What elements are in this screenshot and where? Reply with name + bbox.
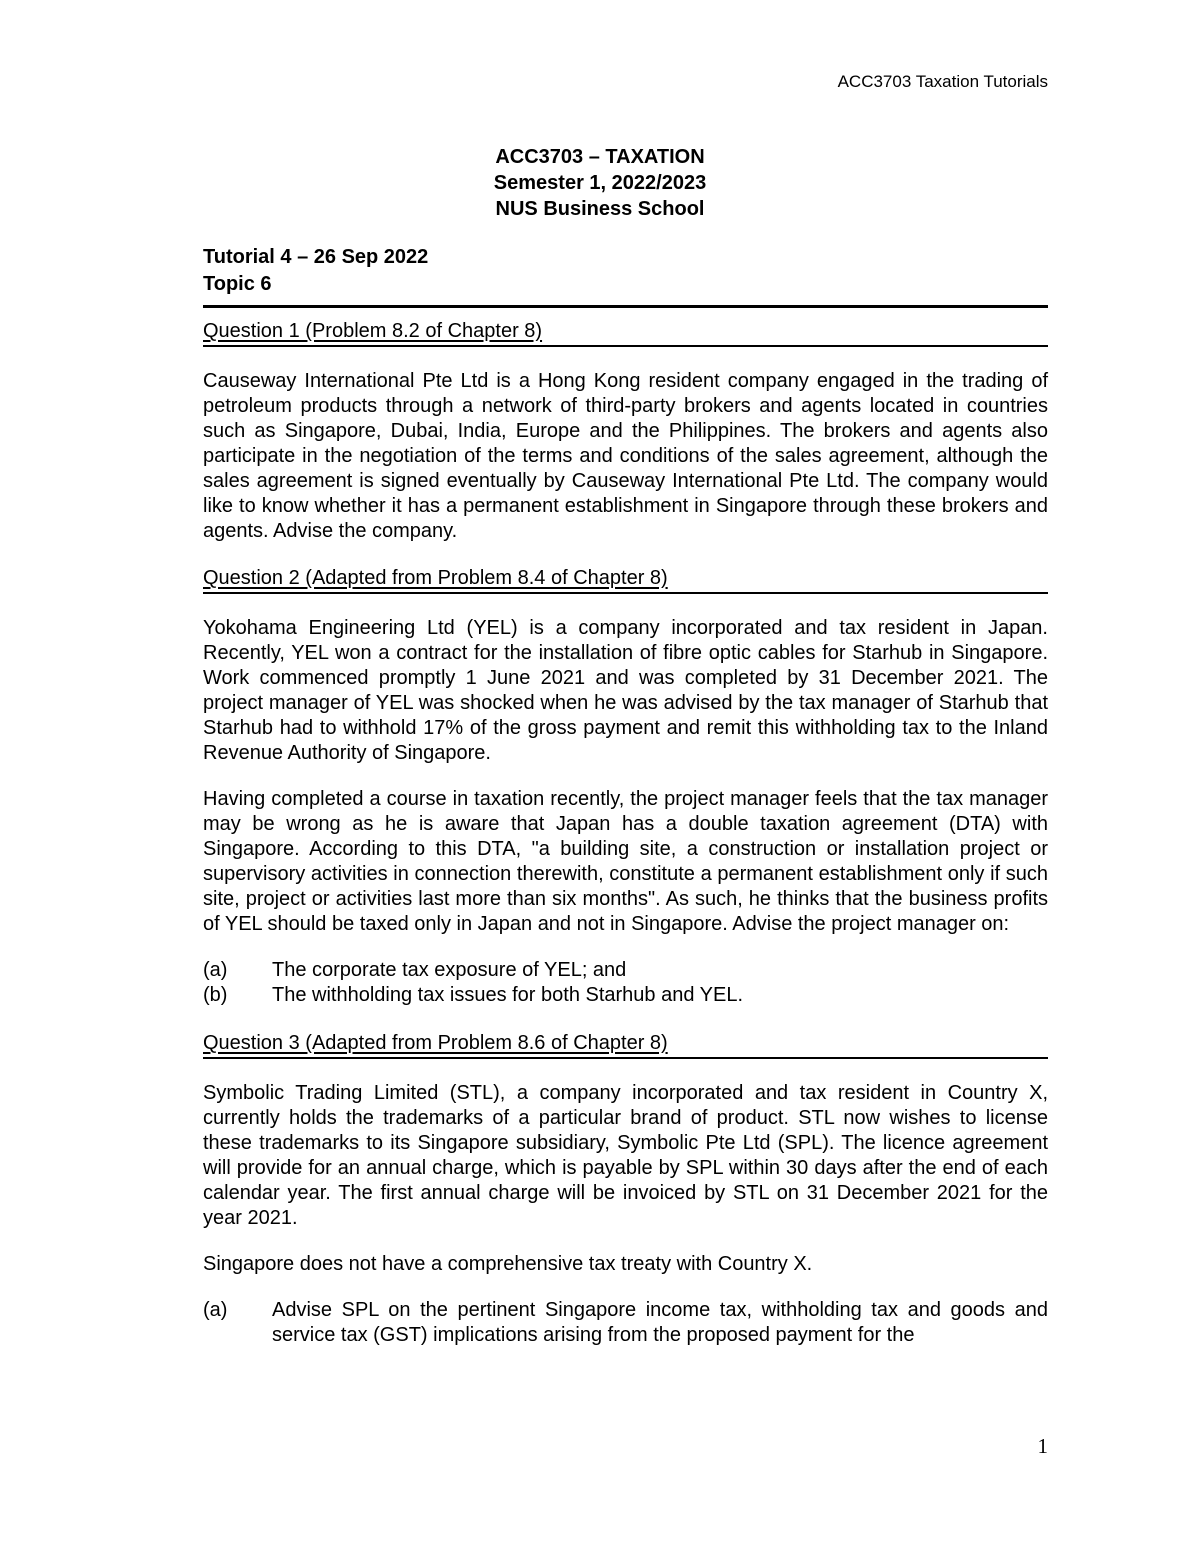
list-item-label: (a) — [203, 1299, 228, 1321]
question-3-heading: Question 3 (Adapted from Problem 8.6 of Chapter 8) — [203, 1030, 1048, 1059]
list-item-label: (b) — [203, 984, 228, 1006]
question-1-body: Causeway International Pte Ltd is a Hong Kong resident company engaged in the trading of petroleum products through a network of third-party brokers and agents located in countries such as Singapore, Dubai, India, Europe and the Philippines. The brokers and agents also participate in the negotiation of the terms and conditions of the sales agreement, although the sales agreement is signed eventually by Causeway International Pte Ltd. The company would like to know whether it has a permanent establishment in Singapore through these brokers and agents. Advise the company. — [203, 370, 1048, 542]
list-item — [203, 983, 1048, 1008]
list-item-label: (a) — [203, 959, 228, 981]
list-item — [203, 958, 1048, 983]
list-item-text: The corporate tax exposure of YEL; and — [272, 959, 627, 981]
tutorial-content — [203, 318, 1048, 1370]
list-item — [203, 1298, 1048, 1348]
course-title: ACC3703 – TAXATION — [495, 146, 705, 168]
question-2-paragraph-2: Having completed a course in taxation recently, the project manager feels that the tax manager may be wrong as he is aware that Japan has a double taxation agreement (DTA) with Singapore. According to this DTA, "a building site, a construction or installation project or supervisory activities in connection therewith, constitute a permanent establishment only if such site, project or activities last more than six months". As such, he thinks that the business profits of YEL should be taxed only in Japan and not in Singapore. Advise the project manager on: — [203, 788, 1048, 935]
question-2-heading: Question 2 (Adapted from Problem 8.4 of Chapter 8) — [203, 565, 1048, 594]
list-item-text: Advise SPL on the pertinent Singapore income tax, withholding tax and goods and service tax (GST) implications arising from the proposed payment for the — [272, 1299, 1048, 1346]
semester-line: Semester 1, 2022/2023 — [493, 172, 707, 194]
page-number: 1 — [1037, 1434, 1048, 1458]
section-divider — [203, 305, 1048, 308]
question-1-heading: Question 1 (Problem 8.2 of Chapter 8) — [203, 318, 1048, 347]
title-block — [0, 144, 1200, 222]
question-2-paragraph-1: Yokohama Engineering Ltd (YEL) is a company incorporated and tax resident in Japan. Recently, YEL won a contract for the installation of fibre optic cables for Starhub in Singapore. Work commenced promptly 1 June 2021 and was completed by 31 December 2021. The project manager of YEL was shocked when he was advised by the tax manager of Starhub that Starhub had to withhold 17% of the gross payment and remit this withholding tax to the Inland Revenue Authority of Singapore. — [203, 617, 1048, 764]
tutorial-line: Tutorial 4 – 26 Sep 2022 — [203, 246, 429, 268]
question-2-list — [203, 958, 1048, 1008]
question-3-paragraph-1: Symbolic Trading Limited (STL), a company incorporated and tax resident in Country X, currently holds the trademarks of a particular brand of product. STL now wishes to license these trademarks to its Singapore subsidiary, Symbolic Pte Ltd (SPL). The licence agreement will provide for an annual charge, which is payable by SPL within 30 days after the end of each calendar year. The first annual charge will be invoiced by STL on 31 December 2021 for the year 2021. — [203, 1082, 1048, 1229]
question-3-paragraph-2: Singapore does not have a comprehensive tax treaty with Country X. — [203, 1253, 813, 1275]
topic-line: Topic 6 — [203, 273, 272, 295]
running-header: ACC3703 Taxation Tutorials — [837, 72, 1048, 91]
school-line: NUS Business School — [495, 198, 705, 220]
list-item-text: The withholding tax issues for both Starhub and YEL. — [272, 984, 744, 1006]
question-3-list — [203, 1298, 1048, 1348]
tutorial-block — [203, 244, 428, 298]
